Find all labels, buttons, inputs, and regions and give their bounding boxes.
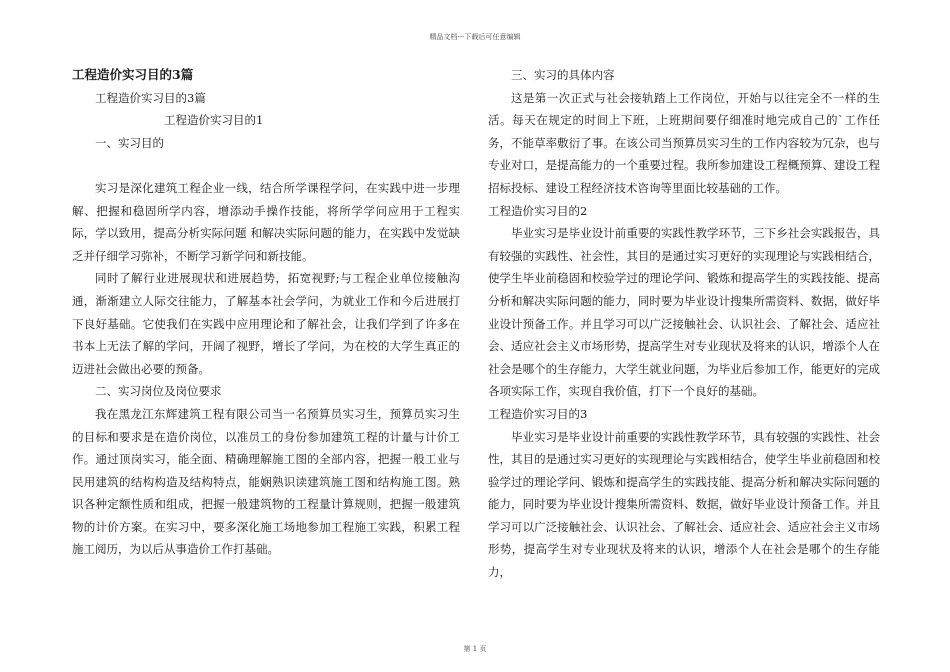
spacer	[72, 154, 460, 177]
section-heading-position: 二、实习岗位及岗位要求	[95, 384, 222, 399]
document-title: 工程造价实习目的3篇	[72, 67, 194, 82]
essay-1-title: 工程造价实习目的1	[164, 113, 264, 128]
paragraph-industry: 同时了解行业进展现状和进展趋势，拓宽视野;与工程企业单位接触沟通，渐渐建立人际交往能力，了解基本社会学问，为就业工作和今后进展打下良好基础。它使我们在实践中应用理论和了解社会，让我们学到了许多在书本上无法了解的学问，开阔了视野，增长了学问，为在校的大学生真正的迈进社会做出必要的预备。	[72, 271, 460, 376]
paragraph-position: 我在黑龙江东辉建筑工程有限公司当一名预算员实习生，预算员实习生的目标和要求是在造价岗位，以准员工的身份参加建筑工程的计量与计价工作。通过顶岗实习，能全面、精确理解施工图的全部内容，把握一般工业与民用建筑的结构构造及结构特点，能娴熟识读建筑施工图和结构施工图。熟识各种定额性质和组成，把握一般建筑物的工程量计算规则，把握一般建筑物的计价方案。在实习中，要多深化施工场地参加工程施工实践，积累工程施工阅历，为以后从事造价工作打基础。	[72, 406, 460, 557]
section-heading-content: 三、实习的具体内容	[511, 68, 615, 82]
right-column	[488, 64, 880, 584]
paragraph-essay-3: 毕业实习是毕业设计前重要的实践性教学环节，具有较强的实践性、社会性，其目的是通过实习更好的实现理论与实践相结合，使学生毕业前稳固和校验学过的理论学问、锻炼和提高学生的实践技能、提高分析和解决实际问题的能力，同时要为毕业设计搜集所需资料、数据，做好毕业设计预备工作。并且学习可以广泛接触社会、认识社会、了解社会、适应社会、适应社会主义市场形势，提高学生对专业现状及将来的认识，增添个人在社会是哪个的生存能力，	[488, 429, 880, 580]
paragraph-essay-2: 毕业实习是毕业设计前重要的实践性教学环节，三下乡社会实践报告，具有较强的实践性、社会性，其目的是通过实习更好的实现理论与实践相结合，使学生毕业前稳固和校验学过的理论学问、锻炼和提高学生的实践技能、提高分析和解决实际问题的能力，同时要为毕业设计搜集所需资料、数据，做好毕业设计预备工作。并且学习可以广泛接触社会、认识社会、了解社会、适应社会、适应社会主义市场形势，提高学生对专业现状及将来的认识，增添个人在社会是哪个的生存能力，大学生就业问题，为毕业后参加工作，能更好的完成各项实际工作，实现自我价值，打下一个良好的基础。	[488, 226, 880, 399]
section-heading-purpose: 一、实习目的	[95, 135, 164, 150]
paragraph-content: 这是第一次正式与社会接轨踏上工作岗位，开始与以往完全不一样的生活。每天在规定的时间上下班，上班期间要仔细准时地完成自己的`工作任务，不能草率敷衍了事。在该公司当预算员实习生的工作内容较为冗杂，也与专业对口，是提高能力的一个重要过程。我所参加建设工程概预算、建设工程招标投标、建设工程经济技术咨询等里面比较基础的工作。	[488, 90, 880, 195]
left-column	[72, 64, 460, 561]
essay-2-title: 工程造价实习目的2	[488, 203, 588, 218]
document-subtitle: 工程造价实习目的3篇	[95, 90, 206, 105]
paragraph-purpose: 实习是深化建筑工程企业一线，结合所学课程学问，在实践中进一步理解、把握和稳固所学内容，增添动手操作技能，将所学学问应用于工程实际，学以致用，提高分析实际问题 和解决实际问题的能力，在实践中发觉缺乏并仔细学习弥补，不断学习新学问和新技能。	[72, 180, 460, 263]
essay-3-title: 工程造价实习目的3	[488, 406, 588, 421]
page-header: 精品文档---下载后可任意编辑	[429, 33, 521, 41]
page-footer: 第 1 页	[463, 645, 487, 653]
